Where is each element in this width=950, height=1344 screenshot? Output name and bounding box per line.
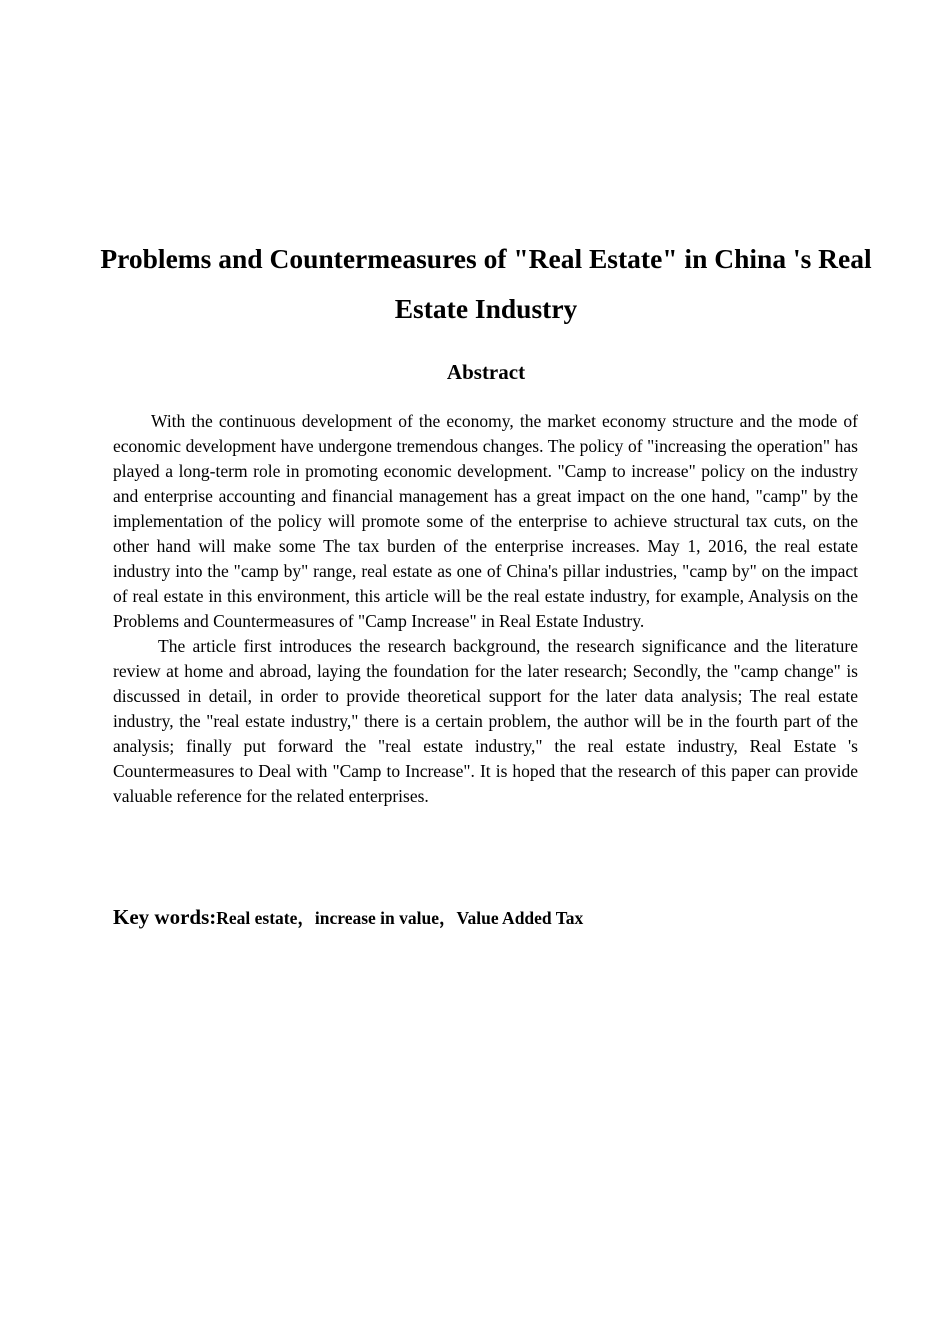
paper-title: Problems and Countermeasures of "Real Estate" in China 's Real Estate Industry: [100, 243, 872, 324]
keywords-list: Real estate，increase in value，Value Added Tax: [216, 908, 584, 928]
keywords-label: Key words:: [113, 905, 217, 929]
abstract-body: [113, 409, 858, 809]
abstract-paragraph-2: The article first introduces the research background, the research significance and the literature review at home and abroad, laying the foundation for the later research; Secondly, the "camp change" is discussed in detail, in order to provide theoretical support for the later data analysis; The real estate industry, the "real estate industry," there is a certain problem, the author will be in the fourth part of the analysis; finally put forward the "real estate industry," the real estate industry, Real Estate 's Countermeasures to Deal with "Camp to Increase". It is hoped that the research of this paper can provide valuable reference for the related enterprises.: [113, 636, 858, 806]
abstract-heading: Abstract: [446, 360, 526, 384]
keywords-line: [113, 905, 858, 930]
abstract-paragraph-1: With the continuous development of the economy, the market economy structure and the mode of economic development have undergone tremendous changes. The policy of "increasing the operation" has played a long-term role in promoting economic development. "Camp to increase" policy on the industry and enterprise accounting and financial management has a great impact on the one hand, "camp" by the implementation of the policy will promote some of the enterprise to achieve structural tax cuts, on the other hand will make some The tax burden of the enterprise increases. May 1, 2016, the real estate industry into the "camp by" range, real estate as one of China's pillar industries, "camp by" on the impact of real estate in this environment, this article will be the real estate industry, for example, Analysis on the Problems and Countermeasures of "Camp Increase" in Real Estate Industry.: [113, 411, 858, 631]
